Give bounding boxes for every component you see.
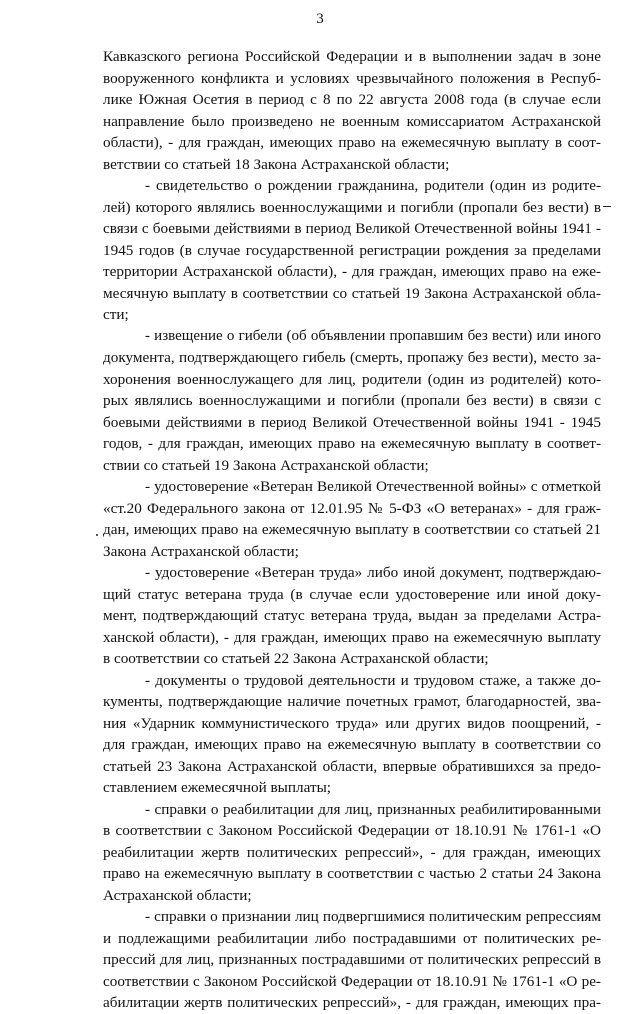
text-line: сти; (103, 306, 129, 323)
text-line: месячную выплату в соответствии со статьей 19 Закона Астраханской обла- (103, 284, 601, 302)
text-line: ствии со статьей 19 Закона Астраханской области; (103, 456, 429, 474)
text-line: ветствии со статьей 18 Закона Астраханской области; (103, 155, 450, 173)
text-line: Астраханской области; (103, 886, 252, 904)
text-line: области), - для граждан, имеющих право на ежемесячную выплату в соот- (103, 134, 601, 151)
text-line: 1945 годов (в случае государственной регистрации рождения за пределами (103, 241, 601, 259)
text-line: - документы о трудовой деятельности и трудовом стаже, а также до- (145, 671, 601, 689)
text-line: реабилитации жертв политических репрессий», - для граждан, имеющих (103, 843, 601, 861)
text-line: - удостоверение «Ветеран Великой Отечественной войны» с отметкой (145, 478, 601, 495)
text-line: для граждан, имеющих право на ежемесячную выплату в соответствии со (103, 736, 601, 753)
text-line: право на ежемесячную выплату в соответствии с частью 2 статьи 24 Закона (103, 865, 601, 882)
text-line: территории Астраханской области), - для граждан, имеющих право на ежe- (103, 263, 601, 280)
text-line: - удостоверение «Ветеран труда» либо иной документ, подтверждаю- (145, 564, 601, 581)
text-line: хоронения военнослужащего для лиц, родители (один из родителей) кото- (103, 370, 601, 388)
text-line: связи с боевыми действиями в период Великой Отечественной войны 1941 - (103, 220, 601, 237)
page-number: 3 (316, 11, 324, 27)
text-line: ханской области), - для граждан, имеющих право на ежемесячную выплату (103, 628, 601, 646)
text-line: ния «Ударник коммунистического труда» или других видов поощрений, - (103, 714, 601, 732)
text-line: дан, имеющих право на ежемесячную выплату в соответствии со статьей 21 (103, 521, 601, 538)
text-line: мент, подтверждающий статус ветерана труда, выдан за пределами Астра- (103, 607, 601, 624)
scan-mark (96, 534, 98, 536)
text-line: ставлением ежемесячной выплаты; (103, 779, 332, 796)
text-line: щий статус ветерана труда (в случае если удостоверение или иной доку- (103, 585, 601, 603)
text-line: рых являлись военнослужащими и погибли (пропали без вести) в связи с (103, 392, 601, 409)
text-line: - свидетельство о рождении гражданина, родители (один из родите- (145, 177, 601, 194)
text-line: «ст.20 Федерального закона от 12.01.95 № 5-ФЗ «О ветеранах» - для граж- (103, 499, 601, 517)
text-line: годов, - для граждан, имеющих право на ежемесячную выплату в соответ- (103, 435, 601, 452)
text-line: лей) которого являлись военнослужащими и погибли (пропали без вести) в (103, 198, 601, 216)
text-line: боевыми действиями в период Великой Отечественной войны 1941 - 1945 (103, 413, 601, 431)
text-line: направление было произведено не военным комиссариатом Астраханской (103, 112, 601, 130)
text-line: вооруженного конфликта и условиях чрезвычайного положения в Респуб- (103, 69, 601, 87)
text-line: статьей 23 Закона Астраханской области, впервые обратившихся за предо- (103, 757, 601, 775)
text-line: прессий для лиц, признанных пострадавшими от политических репрессий в (103, 951, 601, 968)
text-line: абилитации жертв политических репрессий», - для граждан, имеющих пра- (103, 994, 601, 1011)
text-line: Закона Астраханской области; (103, 542, 299, 560)
text-line: в соответствии со статьей 22 Закона Астраханской области; (103, 650, 489, 667)
text-line: - справки о реабилитации для лиц, признанных реабилитированными (145, 800, 601, 818)
text-line: лике Южная Осетия в период с 8 по 22 августа 2008 года (в случае если (103, 91, 601, 108)
text-line: - справки о признании лиц подвергшимися политическим репрессиям (145, 908, 601, 925)
document-body (103, 46, 601, 1014)
text-line: - извещение о гибели (об объявлении пропавшим без вести) или иного (145, 327, 601, 344)
text-line: кументы, подтверждающие наличие почетных грамот, благодарностей, зва- (103, 693, 601, 710)
scan-mark (603, 206, 611, 207)
text-line: и подлежащими реабилитации либо пострадавшими от политических ре- (103, 929, 601, 947)
text-line: Кавказского региона Российской Федерации и в выполнении задач в зоне (103, 48, 601, 65)
text-line: в соответствии с Законом Российской Федерации от 18.10.91 № 1761-1 «О (103, 822, 601, 839)
text-line: документа, подтверждающего гибель (смерть, пропажу без вести), место за- (103, 349, 601, 366)
text-line: соответствии с Законом Российской Федерации от 18.10.91 № 1761-1 «О ре- (103, 972, 601, 990)
